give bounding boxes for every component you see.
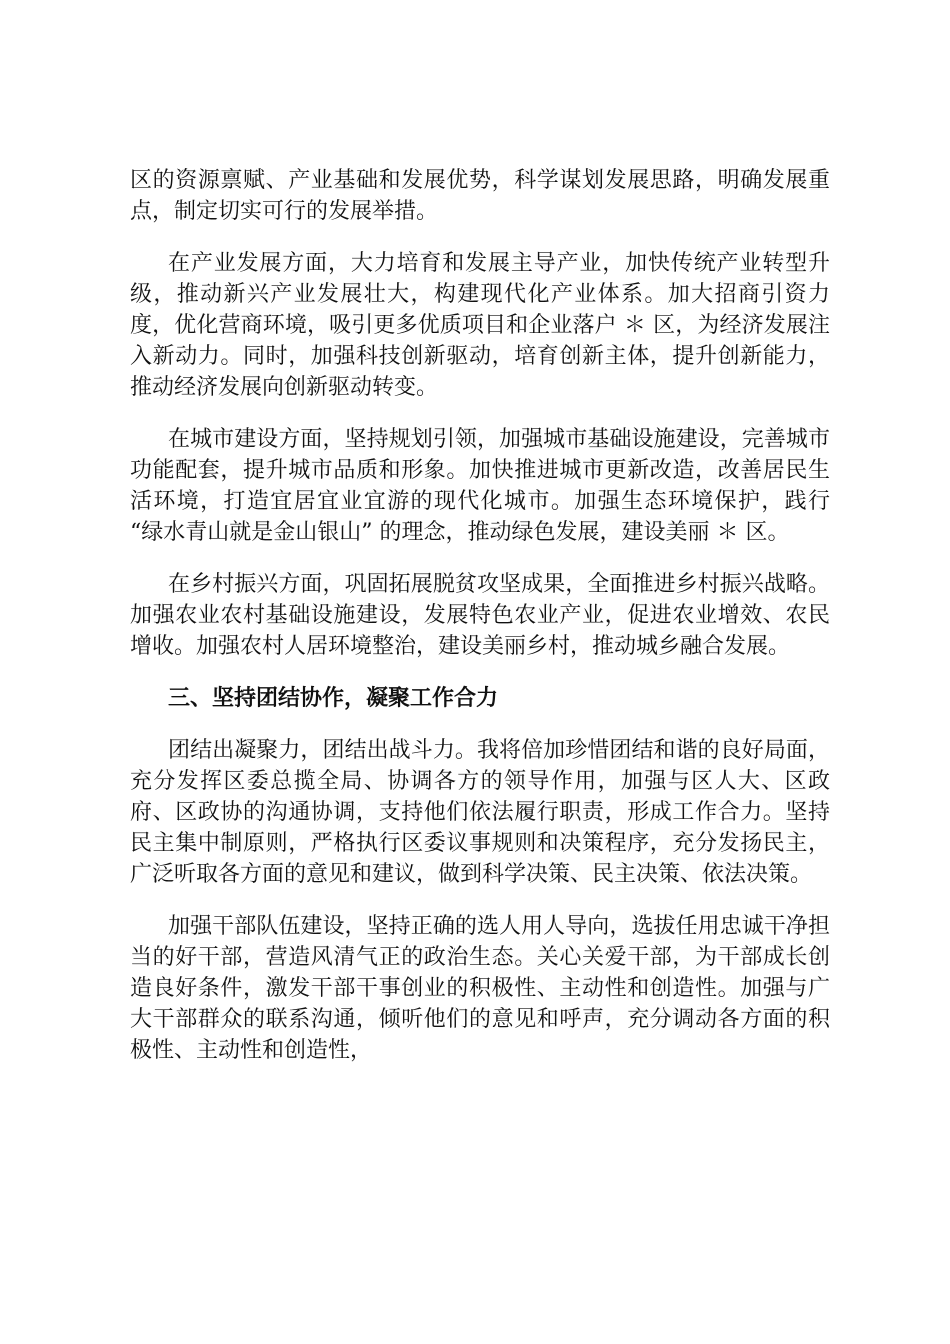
paragraph-unity: 团结出凝聚力，团结出战斗力。我将倍加珍惜团结和谐的良好局面，充分发挥区委总揽全局、协调各方的领导作用，加强与区人大、区政府、区政协的沟通协调，支持他们依法履行职责，形成工作合力。坚持民主集中制原则，严格执行区委议事规则和决策程序，充分发扬民主，广泛听取各方面的意见和建议，做到科学决策、民主决策、依法决策。 (130, 738, 830, 887)
paragraph-urban-construction: 在城市建设方面，坚持规划引领，加强城市基础设施建设，完善城市功能配套，提升城市品质和形象。加快推进城市更新改造，改善居民生活环境，打造宜居宜业宜游的现代化城市。加强生态环境保护，践行 “绿水青山就是金山银山” 的理念，推动绿色发展，建设美丽 ＊ 区。 (130, 427, 830, 545)
document-page (130, 165, 830, 1087)
paragraph-rural-revitalization: 在乡村振兴方面，巩固拓展脱贫攻坚成果，全面推进乡村振兴战略。加强农业农村基础设施建设，发展特色农业产业，促进农业增效、农民增收。加强农村人居环境整治，建设美丽乡村，推动城乡融合发展。 (130, 572, 830, 659)
paragraph-cadre-building: 加强干部队伍建设，坚持正确的选人用人导向，选拔任用忠诚干净担当的好干部，营造风清气正的政治生态。关心关爱干部，为干部成长创造良好条件，激发干部干事创业的积极性、主动性和创造性。加强与广大干部群众的联系沟通，倾听他们的意见和呼声，充分调动各方面的积极性、主动性和创造性， (130, 914, 830, 1063)
paragraph-industry-development: 在产业发展方面，大力培育和发展主导产业，加快传统产业转型升级，推动新兴产业发展壮大，构建现代化产业体系。加大招商引资力度，优化营商环境，吸引更多优质项目和企业落户 ＊ 区，为经济发展注入新动力。同时，加强科技创新驱动，培育创新主体，提升创新能力，推动经济发展向创新驱动转变。 (130, 251, 830, 400)
section-heading: 三、坚持团结协作，凝聚工作合力 (168, 686, 499, 711)
paragraph-continued: 区的资源禀赋、产业基础和发展优势，科学谋划发展思路，明确发展重点，制定切实可行的发展举措。 (130, 168, 830, 224)
